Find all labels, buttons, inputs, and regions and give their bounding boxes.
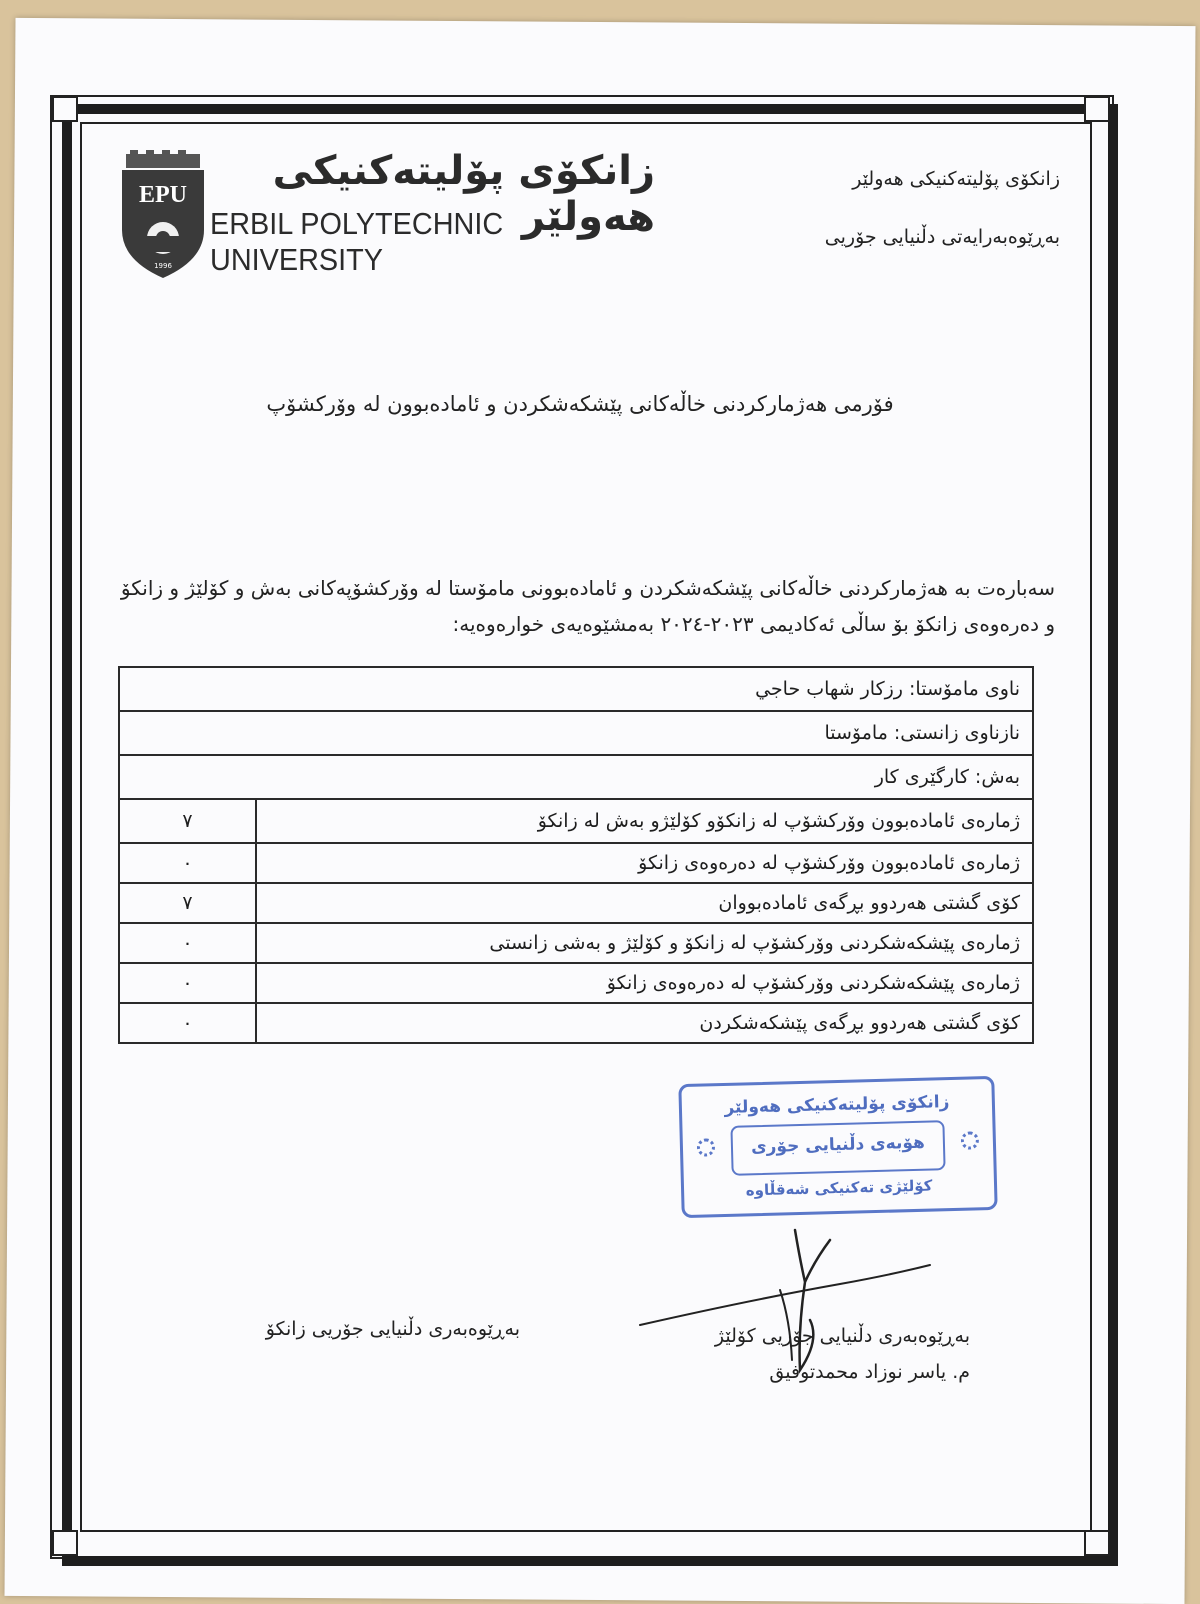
table-row (119, 963, 1033, 1003)
logo-text: EPU (139, 182, 187, 208)
table-row (119, 667, 1033, 711)
signature-right-title: بەڕێوەبەری دڵنیایی جۆریی كۆلێژ (714, 1325, 970, 1347)
frame-corner (52, 96, 78, 122)
table-row (119, 843, 1033, 883)
stamp-line3: كۆلێژی تەكنیكی شەقڵاوە (745, 1176, 933, 1200)
official-stamp (678, 1076, 997, 1218)
university-name-english: ERBIL POLYTECHNIC UNIVERSITY (210, 206, 504, 277)
row-value: ٠ (119, 963, 256, 1003)
table-row (119, 711, 1033, 755)
header-right-line2: بەڕێوەبەرایەتی دڵنیایی جۆریی (824, 226, 1060, 248)
stamp-line1: زانكۆی پۆلیتەكنیكی هەولێر (724, 1092, 950, 1118)
logo-year: 1996 (154, 262, 172, 270)
row-value: ٧ (119, 799, 256, 843)
table-row (119, 923, 1033, 963)
table-row (119, 1003, 1033, 1043)
row-label: ژمارەی پێشکەشکردنی وۆرکشۆپ لە زانكۆ و کۆلێژ و بەشی زانستی (256, 923, 1033, 963)
signature-right-name: م. یاسر نوزاد محمدتوفیق (769, 1361, 970, 1383)
header-right-line1: زانكۆی پۆلیتەكنیكی هەولێر (852, 168, 1060, 190)
table-row (119, 799, 1033, 843)
row-label: ژمارەی پێشکەشکردنی وۆرکشۆپ لە دەرەوەی زانكۆ (256, 963, 1033, 1003)
stamp-line2: هۆبەی دڵنیایی جۆری (750, 1132, 926, 1158)
frame-corner (1084, 1530, 1110, 1556)
row-label: ژمارەی ئامادەبوون وۆرکشۆپ لە زانكۆو كۆلێژو بەش لە زانكۆ (256, 799, 1033, 843)
row-value: ٠ (119, 843, 256, 883)
intro-paragraph: سەبارەت بە هەژمارکردنی خاڵەکانی پێشکەشکردن و ئامادەبوونی مامۆستا لە وۆرکشۆپەکانی بەش و کۆلێژ و زانکۆ و دەرەوەی زانکۆ بۆ ساڵی ئەکادیمی ٢٠٢٣-٢٠٢٤ بەمشێوەیەی خوارەوەیە: (120, 576, 1055, 636)
row-value: ٠ (119, 923, 256, 963)
row-label: کۆی گشتی هەردوو بڕگەی پێشکەشکردن (256, 1003, 1033, 1043)
university-name-kurdish: زانكۆی پۆلیتەكنیكی هەولێر (272, 148, 655, 240)
university-logo-icon (118, 150, 208, 280)
academic-title-cell: نازناوی زانستی: مامۆستا (119, 711, 1033, 755)
header-right-block (660, 150, 1060, 266)
form-title: فۆرمی هەژمارکردنی خاڵەکانی پێشکەشکردن و ئامادەبوون لە وۆرکشۆپ (266, 392, 894, 416)
row-value: ٧ (119, 883, 256, 923)
frame-corner (1084, 96, 1110, 122)
row-label: ژمارەی ئامادەبوون وۆرکشۆپ لە دەرەوەی زانكۆ (256, 843, 1033, 883)
signature-left-title: بەڕێوەبەری دڵنیایی جۆریی زانكۆ (265, 1318, 520, 1340)
row-label: كۆی گشتی هەردوو بڕگەی ئامادەبووان (256, 883, 1033, 923)
table-row (119, 883, 1033, 923)
signature-right-block (640, 1318, 970, 1390)
teacher-name-cell: ناوی مامۆستا: رزكار شهاب حاجي (119, 667, 1033, 711)
department-cell: بەش: کارگێری کار (119, 755, 1033, 799)
table-row (119, 755, 1033, 799)
frame-corner (52, 1530, 78, 1556)
workshop-table (118, 666, 1034, 1044)
row-value: ٠ (119, 1003, 256, 1043)
